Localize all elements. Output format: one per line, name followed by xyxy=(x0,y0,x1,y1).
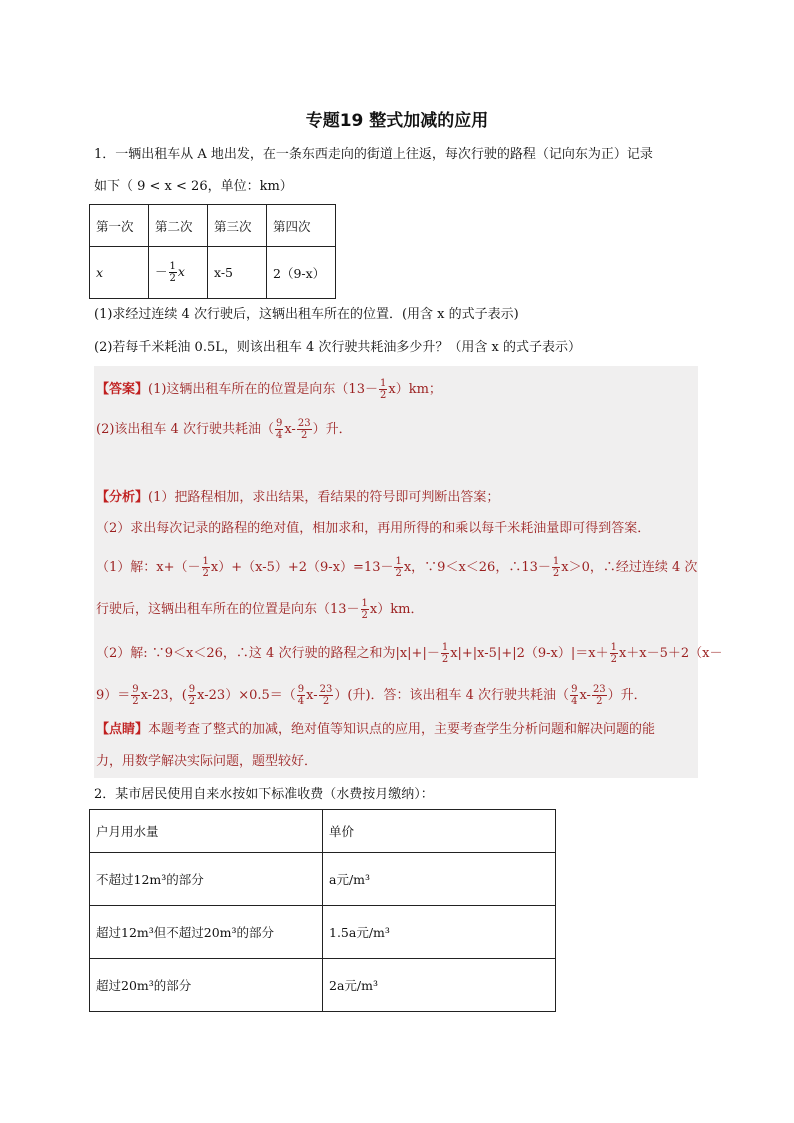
table-header-cell: 第四次 xyxy=(267,205,336,247)
table-value-row xyxy=(90,247,336,299)
fraction: $\frac{1}{2}$ xyxy=(202,556,209,579)
table-header-cell: 第三次 xyxy=(208,205,267,247)
fraction: $\frac{23}{2}$ xyxy=(297,418,311,441)
comment-line2: 力，用数学解决实际问题，题型较好． xyxy=(96,754,318,769)
fraction: $\frac{1}{2}$ xyxy=(169,261,176,284)
fraction: $\frac{23}{2}$ xyxy=(319,684,333,707)
table-cell: 2a元/m³ xyxy=(323,959,556,1012)
q1-stem-line2: 如下（ 9 < x < 26，单位：km） xyxy=(94,179,293,194)
table-cell: a元/m³ xyxy=(323,853,556,906)
analysis-line1: 【分析】(1）把路程相加，求出结果，看结果的符号即可判断出答案； xyxy=(96,490,500,505)
water-fee-table xyxy=(89,809,556,1012)
table-cell: 1.5a元/m³ xyxy=(323,906,556,959)
fraction: $\frac{1}{2}$ xyxy=(610,642,617,665)
fraction: $\frac{9}{4}$ xyxy=(297,684,305,707)
fraction: $\frac{1}{2}$ xyxy=(441,642,449,665)
table-header-cell: 第一次 xyxy=(90,205,149,247)
fraction: $\frac{1}{2}$ xyxy=(552,556,560,579)
solution1-line1: （1）解：x+（－ $\frac{1}{2}$ x）+（x-5）+2（9-x）=13－ $\frac{1}{2}$ x，∵9＜x＜26，∴13－ $\frac{1}{2}$ x＞0，∴经过连续 4 次 xyxy=(96,556,698,579)
fraction: $\frac{9}{4}$ xyxy=(571,684,578,707)
table-header-row xyxy=(90,810,556,853)
table-cell: 超过20m³的部分 xyxy=(90,959,323,1012)
q1-distance-table xyxy=(89,204,336,299)
q1-sub1: (1)求经过连续 4 次行驶后，这辆出租车所在的位置．(用含 x 的式子表示) xyxy=(94,307,519,322)
fraction: $\frac{1}{2}$ xyxy=(379,378,387,401)
fraction: $\frac{9}{4}$ xyxy=(275,418,283,441)
solution1-line2: 行驶后，这辆出租车所在的位置是向东（13－ $\frac{1}{2}$ x）km． xyxy=(96,598,424,621)
table-value-cell: 2（9-x） xyxy=(267,247,336,299)
table-header-cell: 户月用水量 xyxy=(90,810,323,853)
answer-line2: (2)该出租车 4 次行驶共耗油（ $\frac{9}{4}$ x- $\frac{23}{2}$ ）升． xyxy=(96,418,352,441)
fraction: $\frac{9}{2}$ xyxy=(132,684,139,707)
fraction: $\frac{9}{2}$ xyxy=(188,684,196,707)
q1-stem-line1: 1．一辆出租车从 A 地出发，在一条东西走向的街道上往返，每次行驶的路程（记向东为正）记录 xyxy=(94,147,653,162)
analysis-tag: 【分析】 xyxy=(96,490,149,505)
answer-line1: 【答案】(1)这辆出租车所在的位置是向东（13－ $\frac{1}{2}$ x）km； xyxy=(96,378,442,401)
table-cell: 超过12m³但不超过20m³的部分 xyxy=(90,906,323,959)
table-value-cell: － $\frac{1}{2}$ x xyxy=(149,247,208,299)
comment-tag: 【点睛】 xyxy=(96,722,149,737)
table-value-cell: x xyxy=(90,247,149,299)
table-row xyxy=(90,853,556,906)
table-row xyxy=(90,906,556,959)
q1-sub2: (2)若每千米耗油 0.5L，则该出租车 4 次行驶共耗油多少升？（用含 x 的式子表示） xyxy=(94,340,581,355)
table-cell: 不超过12m³的部分 xyxy=(90,853,323,906)
table-header-cell: 单价 xyxy=(323,810,556,853)
fraction: $\frac{23}{2}$ xyxy=(592,684,606,707)
table-row xyxy=(90,959,556,1012)
comment-line1: 【点睛】本题考查了整式的加减，绝对值等知识点的应用，主要考查学生分析问题和解决问题的能 xyxy=(96,722,656,737)
solution2-line1: （2）解: ∵9＜x＜26，∴这 4 次行驶的路程之和为|x|+|－ $\frac{1}{2}$ x|+|x-5|+|2（9-x）|＝x＋ $\frac{1}{2}$ x＋x－5＋2（x－ xyxy=(96,642,723,665)
analysis-line2: （2）求出每次记录的路程的绝对值，相加求和，再用所得的和乘以每千米耗油量即可得到答案． xyxy=(96,521,651,536)
answer-tag: 【答案】 xyxy=(96,382,149,397)
solution2-line2: 9）＝ $\frac{9}{2}$ x-23，( $\frac{9}{2}$ x-23）×0.5＝（ $\frac{9}{4}$ x- $\frac{23}{2}$ ）(升)．答：该出租车 4 次行驶共耗油（ $\frac{9}{4}$ x- $\frac{23}{2}$ ）升． xyxy=(96,684,647,707)
q2-stem: 2．某市居民使用自来水按如下标准收费（水费按月缴纳）： xyxy=(94,787,434,802)
table-header-row xyxy=(90,205,336,247)
table-header-cell: 第二次 xyxy=(149,205,208,247)
page-title: 专题19 整式加减的应用 xyxy=(305,111,489,131)
fraction: $\frac{1}{2}$ xyxy=(361,598,368,621)
table-value-cell: x-5 xyxy=(208,247,267,299)
fraction: $\frac{1}{2}$ xyxy=(395,556,402,579)
